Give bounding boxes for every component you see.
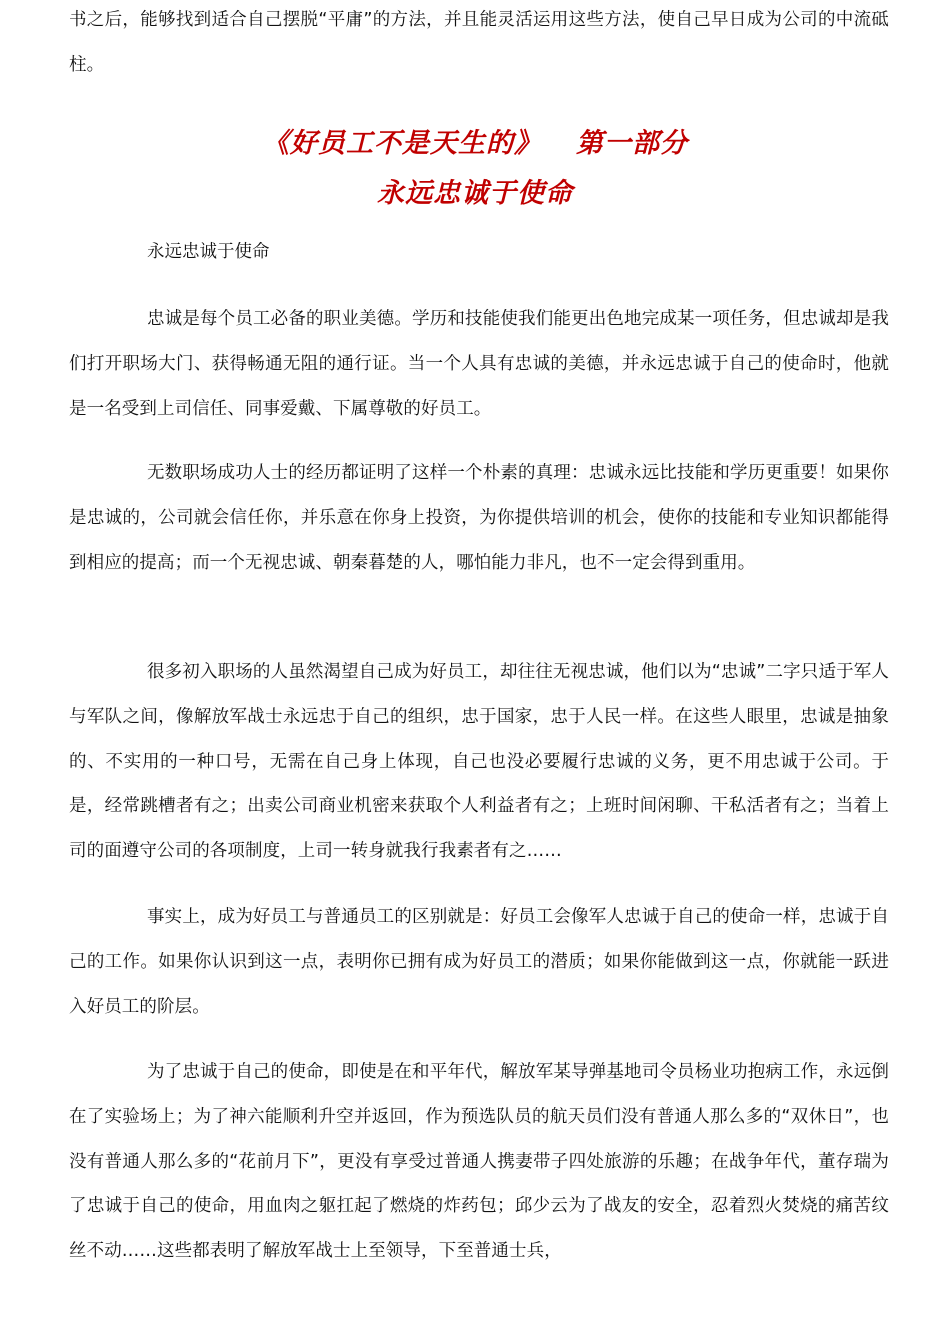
body-paragraph-2: 无数职场成功人士的经历都证明了这样一个朴素的真理：忠诚永远比技能和学历更重要！如果你是忠诚的，公司就会信任你，并乐意在你身上投资，为你提供培训的机会，使你的技能和专业知识都能得到相应的提高；而一个无视忠诚、朝秦暮楚的人，哪怕能力非凡，也不一定会得到重用。: [69, 463, 889, 573]
body-paragraph-5: 为了忠诚于自己的使命，即使是在和平年代，解放军某导弹基地司令员杨业功抱病工作，永远倒在了实验场上；为了神六能顺利升空并返回，作为预选队员的航天员们没有普通人那么多的“双休日”，也没有普通人那么多的“花前月下”，更没有享受过普通人携妻带子四处旅游的乐趣；在战争年代，董存瑞为了忠诚于自己的使命，用血肉之躯扛起了燃烧的炸药包；邱少云为了战友的安全，忍着烈火焚烧的痛苦纹丝不动……这些都表明了解放军战士上至领导，下至普通士兵，: [69, 1062, 889, 1262]
body-paragraph-3: 很多初入职场的人虽然渴望自己成为好员工，却往往无视忠诚，他们以为“忠诚”二字只适于军人与军队之间，像解放军战士永远忠于自己的组织，忠于国家，忠于人民一样。在这些人眼里，忠诚是抽象的、不实用的一种口号，无需在自己身上体现，自己也没必要履行忠诚的义务，更不用忠诚于公司。于是，经常跳槽者有之；出卖公司商业机密来获取个人利益者有之；上班时间闲聊、干私活者有之；当着上司的面遵守公司的各项制度，上司一转身就我行我素者有之……: [69, 662, 889, 862]
body-paragraph-4: 事实上，成为好员工与普通员工的区别就是：好员工会像军人忠诚于自己的使命一样，忠诚于自己的工作。如果你认识到这一点，表明你已拥有成为好员工的潜质；如果你能做到这一点，你就能一跃进入好员工的阶层。: [69, 907, 889, 1017]
part-label: 第一部分: [576, 128, 688, 159]
body-paragraph-1: 忠诚是每个员工必备的职业美德。学历和技能使我们能更出色地完成某一项任务，但忠诚却是我们打开职场大门、获得畅通无阻的通行证。当一个人具有忠诚的美德，并永远忠诚于自己的使命时，他就是一名受到上司信任、同事爱戴、下属尊敬的好员工。: [69, 309, 889, 419]
section-label: 永远忠诚于使命: [147, 242, 270, 262]
document-title-line1: [0, 124, 950, 164]
intro-continuation-paragraph: 书之后，能够找到适合自己摆脱“平庸”的方法，并且能灵活运用这些方法，使自己早日成为公司的中流砥柱。: [69, 10, 889, 75]
chapter-title: 永远忠诚于使命: [377, 178, 573, 209]
book-title: 《好员工不是天生的》: [262, 128, 542, 159]
